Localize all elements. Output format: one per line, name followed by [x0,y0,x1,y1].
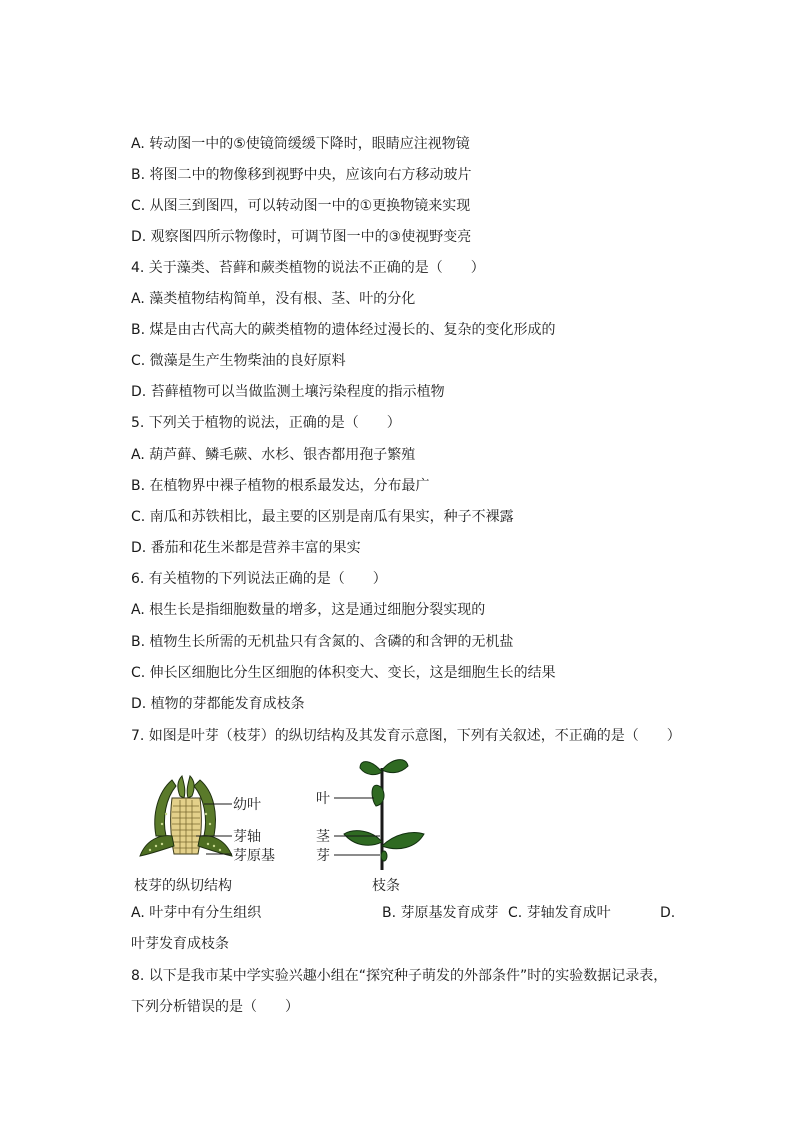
q3-option-b: B. 将图二中的物像移到视野中央，应该向右方移动玻片 [131,167,472,183]
q8-stem: 8. 以下是我市某中学实验兴趣小组在“探究种子萌发的外部条件”时的实验数据记录表， [131,968,668,984]
q5-stem: 5. 下列关于植物的说法，正确的是（ ） [131,415,401,431]
q6-option-b: B. 植物生长所需的无机盐只有含氮的、含磷的和含钾的无机盐 [131,634,514,650]
q5-option-a: A. 葫芦藓、鳞毛蕨、水杉、银杏都用孢子繁殖 [131,447,416,463]
q7-option-c: C. 芽轴发育成叶 [508,905,611,921]
q7-option-d: D. [660,905,676,921]
q7-option-d-text: 叶芽发育成枝条 [131,936,229,952]
q5-option-b: B. 在植物界中裸子植物的根系最发达，分布最广 [131,478,430,494]
caption-bud-section: 枝芽的纵切结构 [134,878,232,894]
label-stem: 茎 [316,829,330,845]
q7-option-b: B. 芽原基发育成芽 [382,905,499,921]
q7-stem: 7. 如图是叶芽（枝芽）的纵切结构及其发育示意图，下列有关叙述，不正确的是（ ） [131,728,681,744]
bud-section-figure [136,774,246,866]
label-young-leaf: 幼叶 [233,797,261,813]
q4-stem: 4. 关于藻类、苔藓和蕨类植物的说法不正确的是（ ） [131,260,485,276]
q8-stem-cont: 下列分析错误的是（ ） [131,999,299,1015]
label-bud-primordium: 芽原基 [233,848,275,864]
q3-option-d: D. 观察图四所示物像时，可调节图一中的③使视野变亮 [131,229,472,245]
label-bud: 芽 [316,848,330,864]
q4-option-c: C. 微藻是生产生物柴油的良好原料 [131,353,346,369]
q4-option-d: D. 苔藓植物可以当做监测土壤污染程度的指示植物 [131,384,445,400]
q5-option-d: D. 番茄和花生米都是营养丰富的果实 [131,540,361,556]
q4-option-a: A. 藻类植物结构简单，没有根、茎、叶的分化 [131,291,416,307]
label-leaf: 叶 [316,791,330,807]
q3-option-a: A. 转动图一中的⑤使镜筒缓缓下降时，眼睛应注视物镜 [131,136,470,152]
q4-option-b: B. 煤是由古代高大的蕨类植物的遗体经过漫长的、复杂的变化形成的 [131,322,556,338]
q5-option-c: C. 南瓜和苏铁相比，最主要的区别是南瓜有果实，种子不裸露 [131,509,514,525]
q6-option-d: D. 植物的芽都能发育成枝条 [131,696,305,712]
q6-option-a: A. 根生长是指细胞数量的增多，这是通过细胞分裂实现的 [131,602,486,618]
q3-option-c: C. 从图三到图四，可以转动图一中的①更换物镜来实现 [131,198,471,214]
label-bud-axis: 芽轴 [233,829,261,845]
q7-option-a: A. 叶芽中有分生组织 [131,905,262,921]
q6-option-c: C. 伸长区细胞比分生区细胞的体积变大、变长，这是细胞生长的结果 [131,665,556,681]
caption-branch: 枝条 [372,878,400,894]
q6-stem: 6. 有关植物的下列说法正确的是（ ） [131,571,387,587]
